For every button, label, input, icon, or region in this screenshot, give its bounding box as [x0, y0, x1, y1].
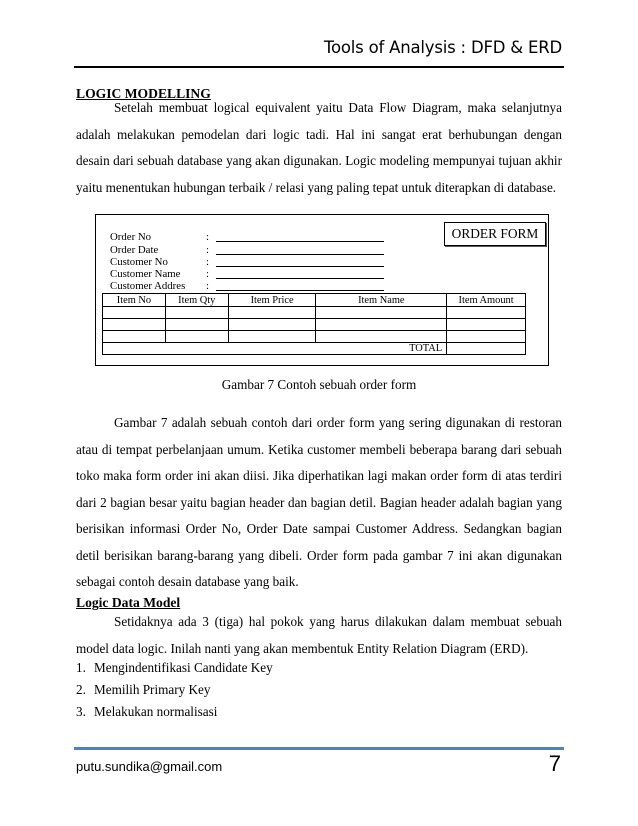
list-item: 1. Mengindentifikasi Candidate Key: [76, 660, 273, 675]
field-colon: :: [206, 244, 209, 256]
field-line: [216, 290, 384, 291]
field-label-customer-name: Customer Name: [110, 268, 181, 280]
order-form-title: ORDER FORM: [444, 222, 546, 246]
field-line: [216, 278, 384, 279]
field-label-order-date: Order Date: [110, 244, 159, 256]
field-colon: :: [206, 256, 209, 268]
field-line: [216, 241, 384, 242]
field-line: [216, 254, 384, 255]
list-item: 2. Memilih Primary Key: [76, 682, 211, 697]
running-header: Tools of Analysis : DFD & ERD: [323, 38, 562, 57]
steps-list: [76, 657, 273, 723]
paragraph-logic-modelling: [76, 95, 562, 201]
column-header: Item Price: [228, 294, 316, 307]
heading-logic-data-model: Logic Data Model: [76, 595, 181, 610]
field-colon: :: [206, 231, 209, 243]
column-header: Item No: [103, 294, 166, 307]
column-header: Item Qty: [165, 294, 228, 307]
header-rule: [74, 66, 564, 68]
column-header: Item Name: [316, 294, 447, 307]
table-row: [103, 307, 526, 319]
footer-rule: [74, 747, 564, 750]
order-items-table: [102, 293, 526, 355]
page-number: 7: [548, 751, 561, 776]
field-label-customer-no: Customer No: [110, 256, 168, 268]
field-label-order-no: Order No: [110, 231, 152, 243]
paragraph-logic-data-model: [76, 609, 562, 662]
table-header-row: [103, 294, 526, 307]
field-label-customer-addres: Customer Addres: [110, 280, 186, 292]
author-email: putu.sundika@gmail.com: [76, 759, 223, 774]
list-item: 3. Melakukan normalisasi: [76, 704, 218, 719]
table-row: [103, 319, 526, 331]
paragraph-order-form: [76, 410, 562, 596]
total-value: [447, 343, 526, 355]
heading-logic-modelling: LOGIC MODELLING: [76, 86, 211, 101]
order-form-figure: [95, 214, 549, 366]
field-line: [216, 266, 384, 267]
table-row: [103, 331, 526, 343]
field-colon: :: [206, 280, 209, 292]
field-colon: :: [206, 268, 209, 280]
paragraph-text: Setelah membuat logical equivalent yaitu Data Flow Diagram, maka selanjutnya adalah melakukan pemodelan dari logic tadi. Hal ini sangat erat berhubungan dengan desain dari sebuah database yang akan digunakan. Logic modeling mempunyai tujuan akhir yaitu menentukan hubungan terbaik / relasi yang paling tepat untuk diterapkan di database.: [76, 100, 562, 195]
paragraph-text: Gambar 7 adalah sebuah contoh dari order form yang sering digunakan di restoran atau di tempat perbelanjaan umum. Ketika customer membeli beberapa barang dari sebuah toko maka form order ini akan diisi. Jika diperhatikan lagi makan order form di atas terdiri dari 2 bagian besar yaitu bagian header dan bagian detil. Bagian header adalah bagian yang berisikan informasi Order No, Order Date sampai Customer Address. Sedangkan bagian detil berisikan barang-barang yang dibeli. Order form pada gambar 7 ini akan digunakan sebagai contoh desain database yang baik.: [76, 415, 562, 589]
column-header: Item Amount: [447, 294, 526, 307]
figure-caption: Gambar 7 Contoh sebuah order form: [221, 377, 417, 392]
table-total-row: [103, 343, 526, 355]
paragraph-text: Setidaknya ada 3 (tiga) hal pokok yang harus dilakukan dalam membuat sebuah model data logic. Inilah nanti yang akan membentuk Entity Relation Diagram (ERD).: [76, 614, 562, 656]
total-label: TOTAL: [103, 343, 447, 355]
